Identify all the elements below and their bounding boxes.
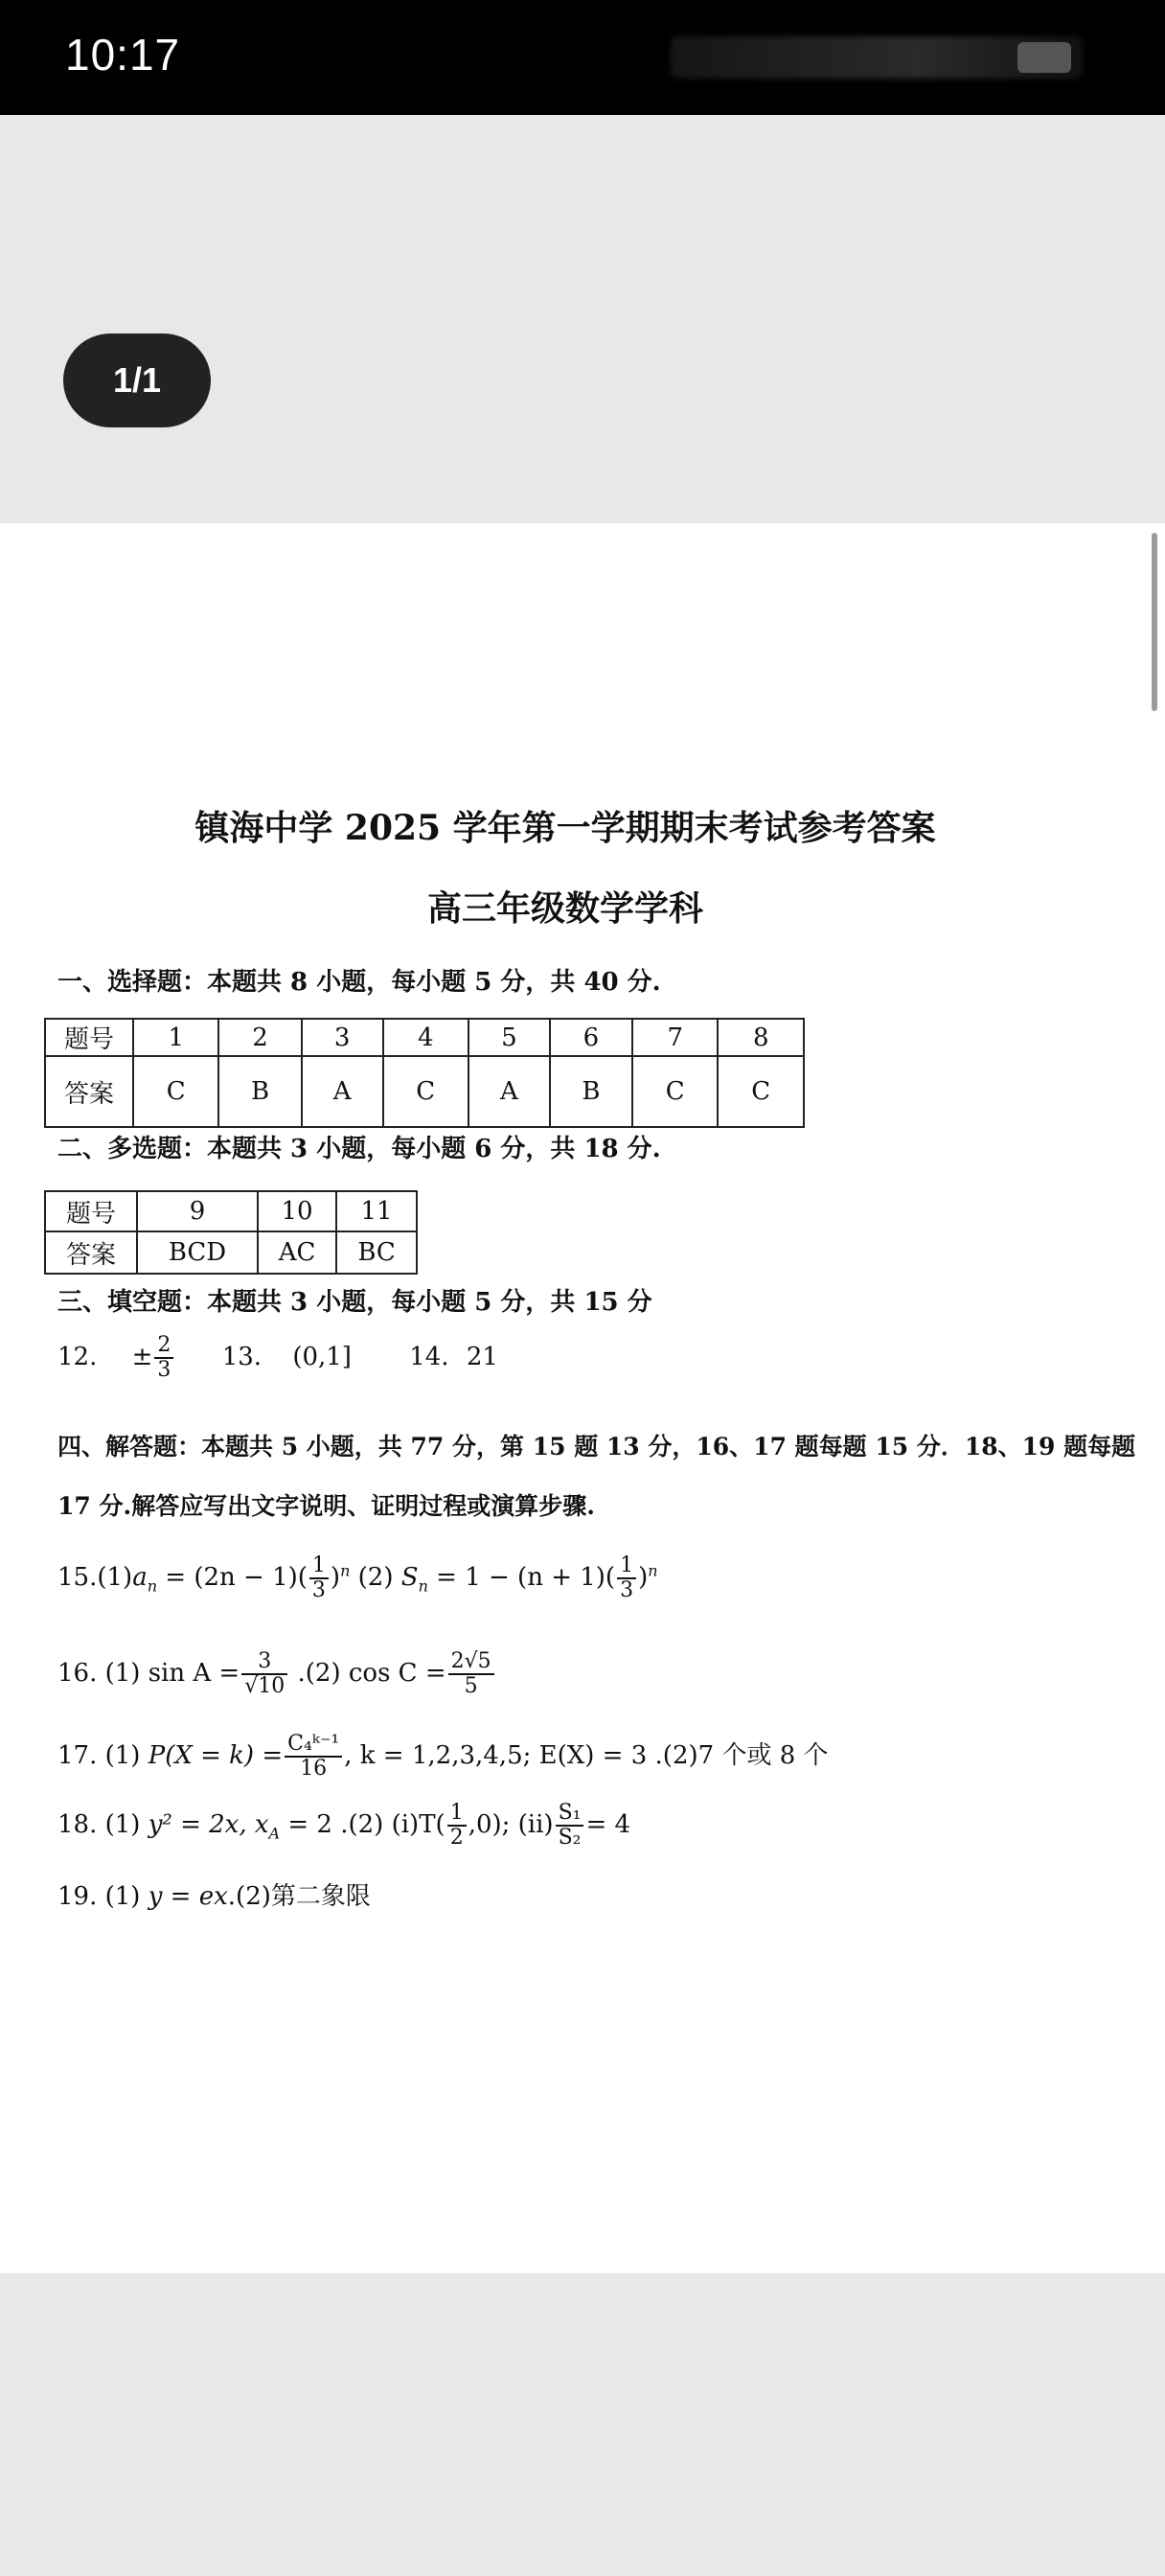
q16-a-den: √10 [244,1674,286,1699]
doc-subtitle: 高三年级数学学科 [426,888,703,929]
row-label: 题号 [45,1191,137,1231]
q17-den: 16 [300,1757,328,1782]
cell: 9 [137,1191,258,1231]
cell: 5 [468,1019,550,1056]
fill-answers [57,1334,498,1382]
q15-part1b: ) [330,1563,341,1593]
cell: 4 [383,1019,468,1056]
q15-num-2: 1 [617,1554,636,1579]
page-indicator[interactable]: 1/1 [63,334,211,427]
q18-half-num: 1 [447,1802,467,1827]
q17-fraction [285,1733,342,1781]
q15-den-1: 3 [311,1578,326,1603]
cell: C [718,1056,804,1127]
cell: 10 [258,1191,336,1231]
q16-fraction-a [241,1650,287,1698]
q13-label: 13. [221,1343,263,1372]
q12-num: 2 [154,1334,173,1359]
section-4-heading-2: 17 分.解答应写出文字说明、证明过程或演算步骤. [57,1492,595,1520]
q15-fraction-2 [617,1554,636,1602]
cell: 7 [632,1019,718,1056]
q18-p3: ,0); (ii) [468,1810,554,1840]
q15-den-2: 3 [620,1578,634,1603]
q12-sign: ± [131,1343,153,1372]
q15-fraction-1 [309,1554,329,1602]
row-label: 答案 [45,1056,133,1127]
q16-b-den: 5 [464,1674,478,1699]
q15-exp-1: n [340,1561,351,1580]
cell: 8 [718,1019,804,1056]
q19-label: 19. (1) [57,1882,141,1911]
section-4-heading-1: 四、解答题：本题共 5 小题，共 77 分，第 15 题 13 分，16、17 题每题 15 分．18、19 题每题 [57,1433,1136,1460]
q18-p1: y² = 2x, x [148,1810,269,1840]
answer-table-2 [44,1190,418,1275]
q16-label: 16. (1) [57,1659,141,1689]
status-bar [0,0,1165,115]
answer-16 [57,1650,496,1698]
battery-icon [1017,42,1071,73]
q16-b-lhs: .(2) cos C = [297,1659,446,1689]
cell: A [302,1056,383,1127]
q15-part2b: ) [638,1563,649,1593]
row-label: 题号 [45,1019,133,1056]
answer-18 [57,1802,630,1850]
q19-eq: y = ex [148,1882,228,1911]
cell: 1 [133,1019,218,1056]
q18-half-den: 2 [449,1826,464,1851]
cell: C [632,1056,718,1127]
section-1-heading: 一、选择题：本题共 8 小题，每小题 5 分，共 40 分. [57,968,661,997]
cell: C [383,1056,468,1127]
cell: AC [258,1231,336,1274]
q17-label: 17. (1) [57,1741,141,1771]
q15-num-1: 1 [309,1554,329,1579]
cell: B [550,1056,632,1127]
q15-label: 15.(1) [57,1563,133,1593]
q18-s-num: S₁ [556,1802,584,1827]
q14-value: 21 [466,1343,498,1372]
q16-b-num: 2√5 [448,1650,494,1675]
q17-num: C₄ᵏ⁻¹ [285,1733,342,1758]
q17-lhs: P(X = k) = [148,1741,284,1771]
q15-exp-2: n [648,1561,658,1580]
cell: C [133,1056,218,1127]
q17-rest: , k = 1,2,3,4,5; E(X) = 3 .(2)7 个或 8 个 [344,1741,829,1771]
q18-p2: = 2 .(2) (i)T( [287,1810,445,1840]
cell: 2 [218,1019,301,1056]
q18-fraction-half [447,1802,467,1850]
cell: BC [336,1231,417,1274]
cell: B [218,1056,301,1127]
cell: BCD [137,1231,258,1274]
scrollbar[interactable] [1152,533,1157,711]
q13-value: (0,1] [292,1343,352,1372]
status-time: 10:17 [65,30,181,80]
q12-fraction [154,1334,173,1382]
q15-part1a: = (2n − 1)( [165,1563,308,1593]
answer-19 [57,1876,371,1912]
q15-part2a: = 1 − (n + 1)( [436,1563,616,1593]
q14-label: 14. [409,1343,449,1372]
cell: 6 [550,1019,632,1056]
answer-table-1 [44,1018,805,1128]
q12-den: 3 [157,1358,171,1383]
q18-p1sub: A [268,1824,281,1843]
q18-label: 18. (1) [57,1810,141,1840]
q16-a-num: 3 [241,1650,287,1675]
doc-title: 镇海中学 2025 学年第一学期期末考试参考答案 [194,808,936,848]
section-2-heading: 二、多选题：本题共 3 小题，每小题 6 分，共 18 分. [57,1135,661,1163]
q16-a-lhs: sin A = [148,1659,240,1689]
cell: 11 [336,1191,417,1231]
q19-rest: .(2)第二象限 [227,1882,371,1911]
q16-fraction-b [448,1650,494,1698]
cell: 3 [302,1019,383,1056]
answer-15: $15.(1)a_n = (2n - 1)$( $\frac{1}{3}$ )$^n$ (2) $S_n = 1 - (n + 1)$( $\frac{1}{3}$ )$^n$ [57,1553,658,1603]
viewer-top-area [0,115,1165,523]
q18-fraction-s [556,1802,584,1850]
document-page[interactable] [0,523,1165,2273]
answer-17 [57,1733,829,1781]
q12-label: 12. [57,1343,98,1372]
q18-p4: = 4 [585,1810,631,1840]
viewer-bottom-area [0,2273,1165,2576]
cell: A [468,1056,550,1127]
row-label: 答案 [45,1231,137,1274]
q15-part1c: (2) [357,1563,394,1593]
section-3-heading: 三、填空题：本题共 3 小题，每小题 5 分，共 15 分 [57,1288,652,1317]
q18-s-den: S₂ [558,1826,582,1851]
